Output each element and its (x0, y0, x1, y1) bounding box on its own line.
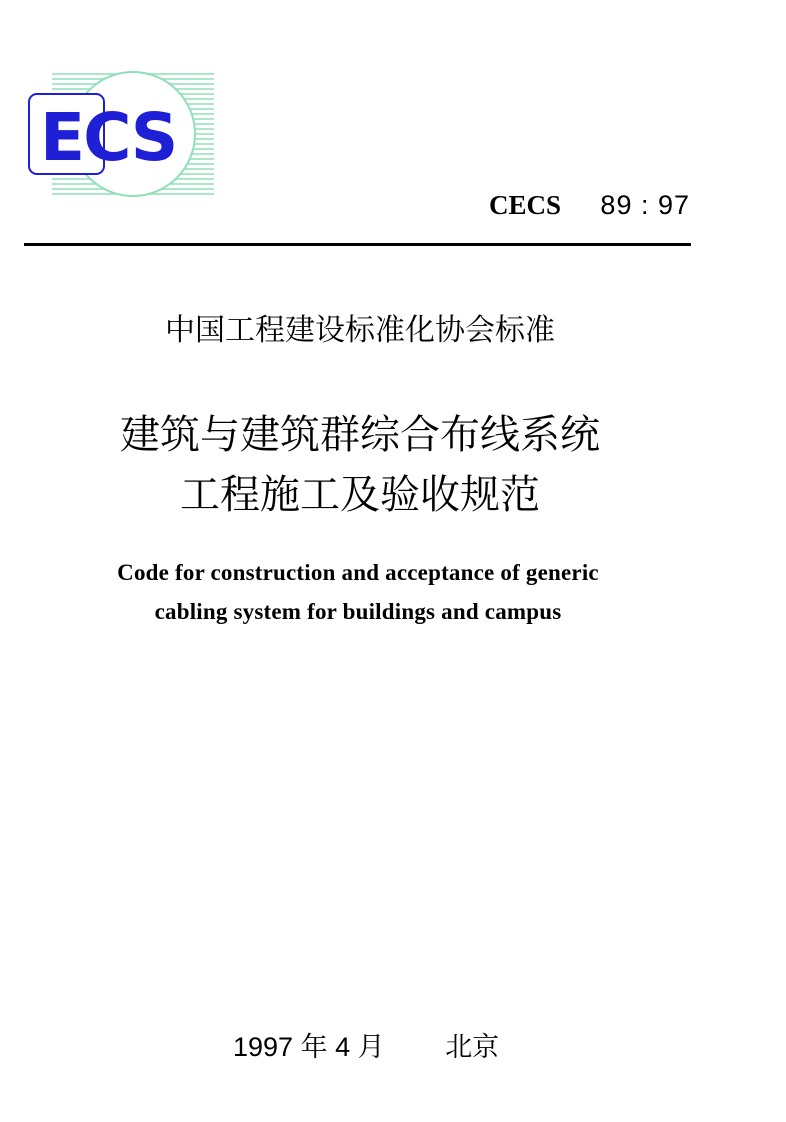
main-title-line1: 建筑与建筑群综合布线系统 (120, 412, 600, 458)
standard-number (489, 190, 690, 221)
ecs-logo-graphic (26, 70, 241, 200)
header-divider (24, 243, 691, 246)
organization-title: 中国工程建设标准化协会标准 (165, 313, 555, 348)
publication-info (233, 1025, 499, 1064)
logo-text: ECS (40, 99, 177, 176)
publication-city: 北京 (445, 1032, 500, 1063)
main-title-line2: 工程施工及验收规范 (180, 472, 540, 518)
standard-prefix: CECS (488, 190, 562, 220)
english-title-line1: Code for construction and acceptance of generic (117, 560, 599, 585)
english-title-line2: cabling system for buildings and campus (154, 599, 562, 624)
publication-date: 1997 年 4 月 (233, 1032, 385, 1062)
standard-digits: 89 : 97 (600, 190, 690, 220)
ecs-logo (26, 70, 241, 200)
